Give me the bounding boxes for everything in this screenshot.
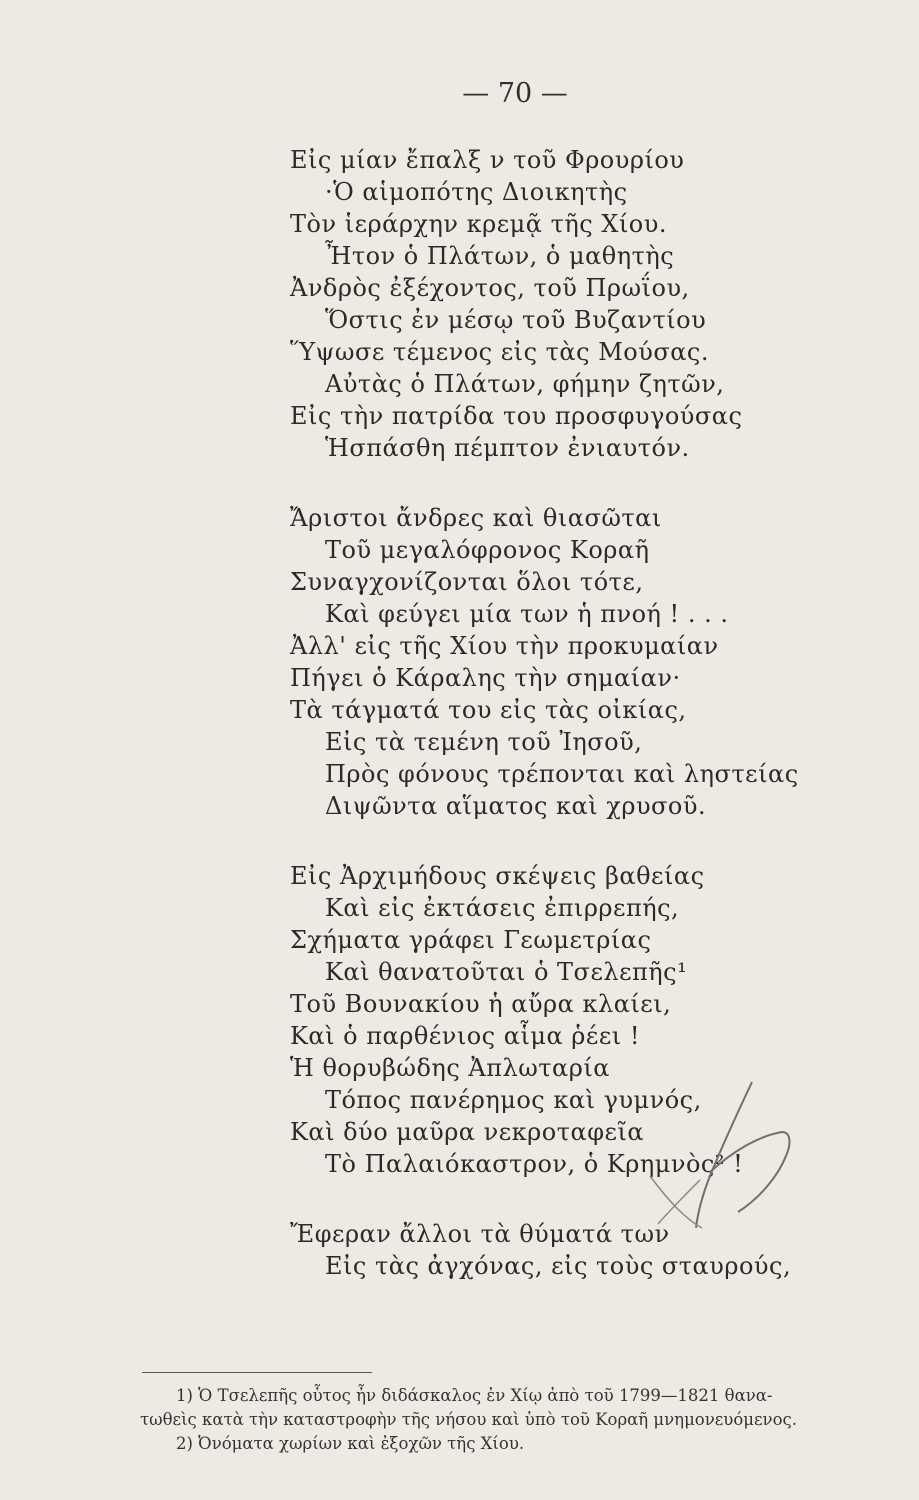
poem-line: Αὐτὰς ὁ Πλάτων, φήμην ζητῶν, [325,370,725,398]
poem-line: Εἰς τὰ τεμένη τοῦ Ἰησοῦ, [325,728,643,756]
poem-line: Ἡσπάσθη πέμπτον ἐνιαυτόν. [325,434,690,462]
footnote-2: 2) Ὀνόματα χωρίων καὶ ἐξοχῶν τῆς Χίου. [176,1434,525,1453]
poem-line: Ὅστις ἐν μέσῳ τοῦ Βυζαντίου [325,306,707,334]
poem-line: Πρὸς φόνους τρέπονται καὶ ληστείας [325,760,799,788]
footnote-1: 1) Ὁ Τσελεπῆς οὗτος ἦν διδάσκαλος ἐν Χίῳ ἀπὸ τοῦ 1799—1821 θανα- [176,1386,773,1405]
poem-line: Τὸ Παλαιόκαστρον, ὁ Κρημνὸς² ! [325,1150,744,1178]
poem-line: Καὶ ὁ παρθένιος αἷμα ῥέει ! [290,1022,640,1050]
page-number: — 70 — [462,78,568,109]
poem-line: Τὰ τάγματά του εἰς τὰς οἰκίας, [290,696,687,724]
footnote-1-continued: τωθεὶς κατὰ τὴν καταστροφὴν τῆς νήσου καὶ ὑπὸ τοῦ Κοραῆ μνημονευόμενος. [140,1410,797,1429]
poem-line: Τοῦ Βουνακίου ἡ αὔρα κλαίει, [290,990,672,1018]
poem-line: Καὶ δύο μαῦρα νεκροταφεῖα [290,1118,645,1146]
poem-line: Εἰς τὴν πατρίδα του προσφυγούσας [290,402,743,430]
poem-line: ·Ὁ αἱμοπότης Διοικητὴς [325,178,628,206]
poem-line: Εἰς μίαν ἔπαλξ ν τοῦ Φρουρίου [290,146,685,174]
poem-line: Εἰς Ἀρχιμήδους σκέψεις βαθείας [290,862,705,890]
poem-line: Ἄριστοι ἄνδρες καὶ θιασῶται [290,504,662,532]
poem-line: Εἰς τὰς ἀγχόνας, εἰς τοὺς σταυρούς, [325,1252,792,1280]
poem-line: Ἡ θορυβώδης Ἀπλωταρία [290,1054,610,1082]
poem-line: Καὶ εἰς ἐκτάσεις ἐπιρρεπής, [325,894,680,922]
poem-line: Ἀλλ' εἰς τῆς Χίου τὴν προκυμαίαν [290,632,719,660]
poem-line: Ἀνδρὸς ἐξέχοντος, τοῦ Πρωΐου, [290,274,690,302]
poem-line: Καὶ φεύγει μία των ἡ πνοή ! . . . [325,600,729,628]
poem-line: Καὶ θανατοῦται ὁ Τσελεπῆς¹ [325,958,688,986]
poem-line: Ὕψωσε τέμενος εἰς τὰς Μούσας. [290,338,709,366]
footnote-divider [142,1372,372,1373]
poem-line: Τοῦ μεγαλόφρονος Κοραῆ [325,536,650,564]
poem-line: Ἔφεραν ἄλλοι τὰ θύματά των [290,1220,670,1248]
poem-line: Τόπος πανέρημος καὶ γυμνός, [325,1086,702,1114]
pencil-mark-icon [640,1076,800,1236]
poem-line: Διψῶντα αἵματος καὶ χρυσοῦ. [325,792,707,820]
poem-line: Τὸν ἱεράρχην κρεμᾷ τῆς Χίου. [290,210,667,238]
poem-line: Πήγει ὁ Κάραλης τὴν σημαίαν· [290,664,681,692]
poem-line: Ἦτον ὁ Πλάτων, ὁ μαθητὴς [325,242,675,270]
poem-line: Συναγχονίζονται ὅλοι τότε, [290,568,644,596]
poem-line: Σχήματα γράφει Γεωμετρίας [290,926,652,954]
